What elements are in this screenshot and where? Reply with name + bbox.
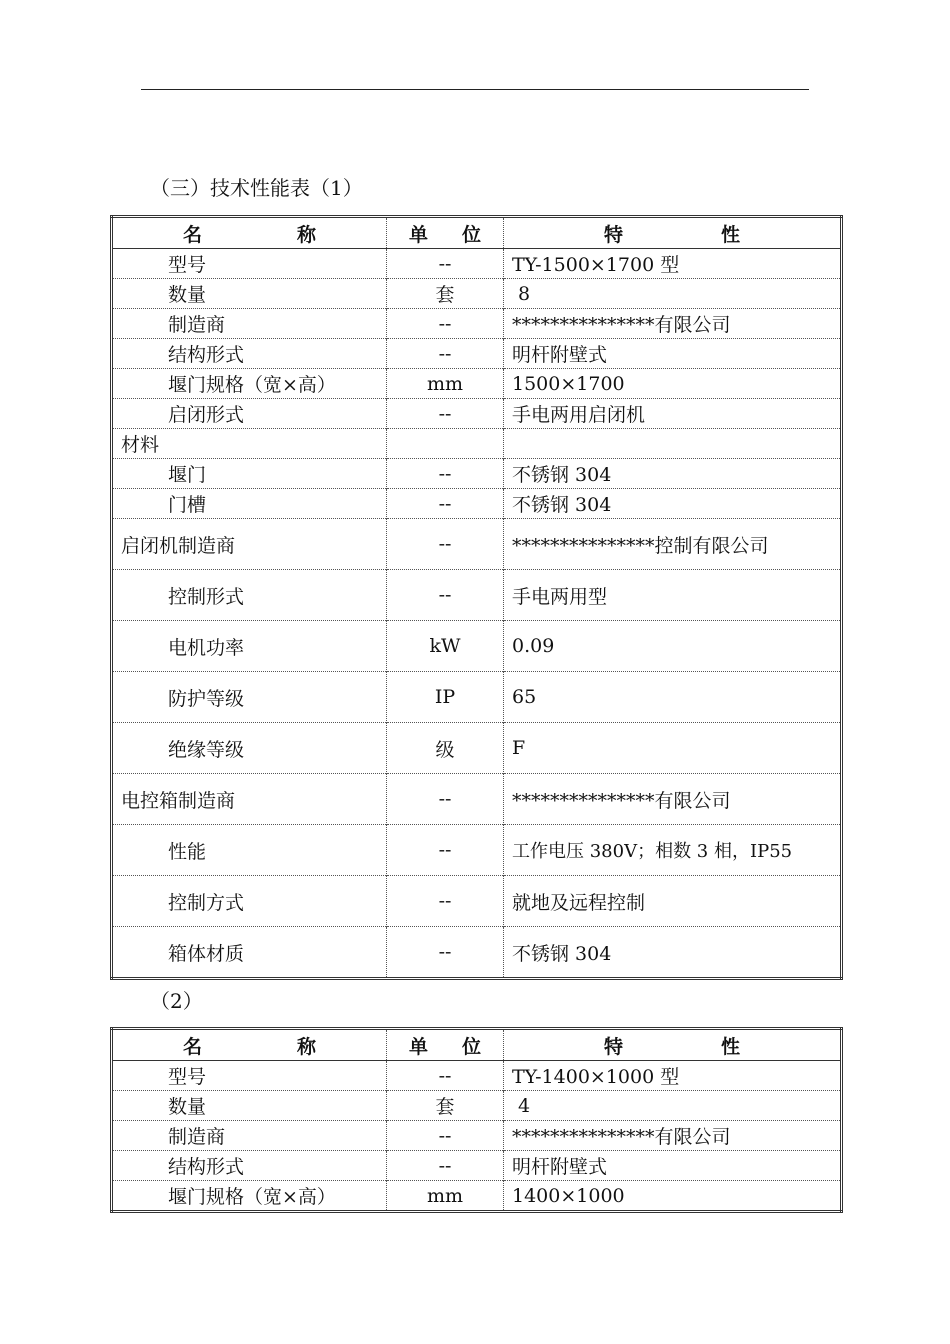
row-value: 工作电压 380V；相数 3 相，IP55 — [504, 825, 842, 876]
spec-table-2 — [110, 1027, 843, 1213]
table-row — [112, 249, 842, 279]
row-unit: mm — [387, 369, 504, 399]
row-name: 控制方式 — [112, 876, 387, 927]
table-row — [112, 1061, 842, 1091]
row-name: 电机功率 — [112, 621, 387, 672]
table-row — [112, 459, 842, 489]
header-property: 特 性 — [504, 1029, 842, 1061]
row-unit: -- — [387, 876, 504, 927]
row-name: 制造商 — [112, 1121, 387, 1151]
row-value: 明杆附壁式 — [504, 1151, 842, 1181]
table-row — [112, 399, 842, 429]
table-row — [112, 672, 842, 723]
table-row — [112, 429, 842, 459]
row-unit: -- — [387, 309, 504, 339]
header-property: 特 性 — [504, 217, 842, 249]
row-value: ***************有限公司 — [504, 1121, 842, 1151]
row-value: TY-1400×1000 型 — [504, 1061, 842, 1091]
row-name: 数量 — [112, 279, 387, 309]
row-value: 手电两用型 — [504, 570, 842, 621]
row-name: 绝缘等级 — [112, 723, 387, 774]
row-value — [504, 429, 842, 459]
row-unit — [387, 429, 504, 459]
row-value: TY-1500×1700 型 — [504, 249, 842, 279]
row-unit: 级 — [387, 723, 504, 774]
table-row — [112, 279, 842, 309]
row-name: 启闭形式 — [112, 399, 387, 429]
section-title: （三）技术性能表（1） — [150, 176, 363, 200]
table-header-row — [112, 217, 842, 249]
row-value: 1400×1000 — [504, 1181, 842, 1212]
header-name: 名 称 — [112, 1029, 387, 1061]
table-row — [112, 621, 842, 672]
row-name: 制造商 — [112, 309, 387, 339]
row-unit: -- — [387, 489, 504, 519]
row-name: 控制形式 — [112, 570, 387, 621]
table-row — [112, 723, 842, 774]
row-unit: 套 — [387, 279, 504, 309]
table-row — [112, 489, 842, 519]
spec-table-1 — [110, 215, 843, 980]
row-name: 防护等级 — [112, 672, 387, 723]
table-row — [112, 519, 842, 570]
row-unit: -- — [387, 339, 504, 369]
row-name: 型号 — [112, 1061, 387, 1091]
row-name: 结构形式 — [112, 1151, 387, 1181]
table-row — [112, 825, 842, 876]
table-row — [112, 927, 842, 979]
row-unit: -- — [387, 1121, 504, 1151]
row-name: 启闭机制造商 — [112, 519, 387, 570]
row-value: 4 — [504, 1091, 842, 1121]
table-row — [112, 1121, 842, 1151]
page-header-rule — [141, 89, 809, 90]
row-unit: mm — [387, 1181, 504, 1212]
row-unit: IP — [387, 672, 504, 723]
row-value: ***************有限公司 — [504, 774, 842, 825]
table-header-row — [112, 1029, 842, 1061]
row-name: 材料 — [112, 429, 387, 459]
row-name: 堰门 — [112, 459, 387, 489]
row-name: 电控箱制造商 — [112, 774, 387, 825]
table-row — [112, 1091, 842, 1121]
row-unit: -- — [387, 249, 504, 279]
row-value: 8 — [504, 279, 842, 309]
header-unit: 单 位 — [387, 1029, 504, 1061]
row-name: 结构形式 — [112, 339, 387, 369]
row-value: 65 — [504, 672, 842, 723]
table-row — [112, 774, 842, 825]
row-unit: kW — [387, 621, 504, 672]
table-row — [112, 309, 842, 339]
row-value: 不锈钢 304 — [504, 489, 842, 519]
table-row — [112, 1181, 842, 1212]
row-unit: -- — [387, 399, 504, 429]
row-value: 1500×1700 — [504, 369, 842, 399]
row-name: 型号 — [112, 249, 387, 279]
row-value: 不锈钢 304 — [504, 459, 842, 489]
table-row — [112, 369, 842, 399]
row-unit: 套 — [387, 1091, 504, 1121]
table-row — [112, 1151, 842, 1181]
row-value: 明杆附壁式 — [504, 339, 842, 369]
row-name: 数量 — [112, 1091, 387, 1121]
row-unit: -- — [387, 927, 504, 979]
table-row — [112, 876, 842, 927]
header-unit: 单 位 — [387, 217, 504, 249]
row-unit: -- — [387, 1151, 504, 1181]
row-name: 堰门规格（宽×高） — [112, 369, 387, 399]
row-unit: -- — [387, 825, 504, 876]
table2-title: （2） — [150, 989, 203, 1013]
row-name: 堰门规格（宽×高） — [112, 1181, 387, 1212]
row-unit: -- — [387, 570, 504, 621]
row-value: F — [504, 723, 842, 774]
row-name: 门槽 — [112, 489, 387, 519]
table-row — [112, 570, 842, 621]
row-value: 就地及远程控制 — [504, 876, 842, 927]
row-unit: -- — [387, 519, 504, 570]
header-name: 名 称 — [112, 217, 387, 249]
row-value: ***************有限公司 — [504, 309, 842, 339]
row-value: ***************控制有限公司 — [504, 519, 842, 570]
row-value: 手电两用启闭机 — [504, 399, 842, 429]
row-name: 箱体材质 — [112, 927, 387, 979]
row-unit: -- — [387, 774, 504, 825]
row-value: 0.09 — [504, 621, 842, 672]
row-name: 性能 — [112, 825, 387, 876]
row-unit: -- — [387, 459, 504, 489]
table-row — [112, 339, 842, 369]
row-unit: -- — [387, 1061, 504, 1091]
row-value: 不锈钢 304 — [504, 927, 842, 979]
